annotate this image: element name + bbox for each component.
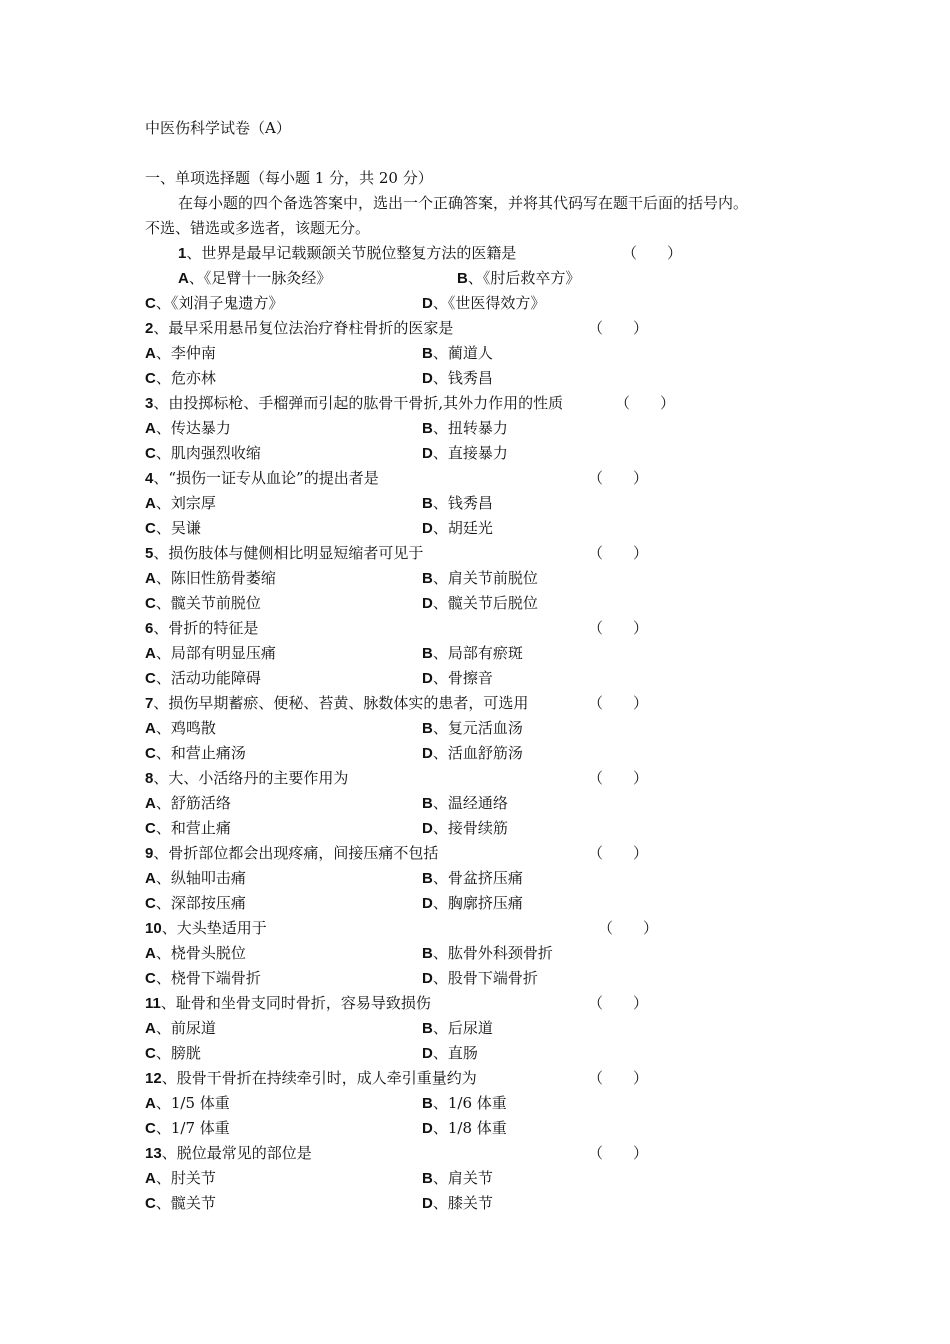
option-c: C、吴谦 bbox=[145, 519, 201, 537]
option-text: 后尿道 bbox=[447, 1019, 493, 1037]
option-text: 陈旧性筋骨萎缩 bbox=[170, 569, 276, 587]
option-c: C、髋关节 bbox=[145, 1194, 216, 1212]
option-text: 1/8 体重 bbox=[447, 1119, 507, 1137]
option-a: A、《足臂十一脉灸经》 bbox=[178, 269, 332, 287]
answer-bracket: （ ） bbox=[622, 244, 683, 262]
option-letter: A bbox=[145, 1095, 156, 1112]
option-letter: A bbox=[145, 645, 156, 662]
answer-bracket: （ ） bbox=[588, 469, 649, 487]
option-text: 纵轴叩击痛 bbox=[170, 869, 246, 887]
option-letter: D bbox=[422, 595, 433, 612]
option-text: 扭转暴力 bbox=[447, 419, 508, 437]
option-letter: C bbox=[145, 520, 156, 537]
option-text: 肩关节前脱位 bbox=[447, 569, 538, 587]
option-c: C、活动功能障碍 bbox=[145, 669, 261, 687]
option-text: 股骨下端骨折 bbox=[447, 969, 538, 987]
option-text: 复元活血汤 bbox=[447, 719, 523, 737]
option-letter: A bbox=[145, 1170, 156, 1187]
option-d: D、膝关节 bbox=[422, 1194, 493, 1212]
option-letter: D bbox=[422, 895, 433, 912]
option-letter: A bbox=[145, 1020, 156, 1037]
option-letter: A bbox=[145, 420, 156, 437]
option-text: 肱骨外科颈骨折 bbox=[447, 944, 553, 962]
option-letter: D bbox=[422, 1120, 433, 1137]
option-text: 1/6 体重 bbox=[447, 1094, 507, 1112]
option-letter: D bbox=[422, 970, 433, 987]
option-a: A、1/5 体重 bbox=[145, 1094, 230, 1112]
option-text: 1/7 体重 bbox=[170, 1119, 230, 1137]
answer-bracket: （ ） bbox=[588, 769, 649, 787]
option-letter: C bbox=[145, 445, 156, 462]
option-letter: B bbox=[422, 645, 433, 662]
option-d: D、胡廷光 bbox=[422, 519, 493, 537]
option-letter: A bbox=[145, 870, 156, 887]
option-text: 和营止痛汤 bbox=[170, 744, 246, 762]
option-text: 钱秀昌 bbox=[447, 369, 493, 387]
option-text: 吴谦 bbox=[170, 519, 201, 537]
option-d: D、直接暴力 bbox=[422, 444, 508, 462]
option-d: D、胸廓挤压痛 bbox=[422, 894, 523, 912]
question-number: 13 bbox=[145, 1145, 162, 1162]
question-number: 5 bbox=[145, 545, 154, 562]
option-text: 《世医得效方》 bbox=[447, 294, 546, 312]
option-letter: D bbox=[422, 370, 433, 387]
option-d: D、《世医得效方》 bbox=[422, 294, 546, 312]
section-heading: 一、单项选择题（每小题 1 分，共 20 分） bbox=[145, 169, 433, 187]
option-b: B、肩关节前脱位 bbox=[422, 569, 538, 587]
option-text: 舒筋活络 bbox=[170, 794, 231, 812]
question-number: 12 bbox=[145, 1070, 162, 1087]
option-c: C、和营止痛 bbox=[145, 819, 231, 837]
option-letter: B bbox=[422, 795, 433, 812]
option-text: 接骨续筋 bbox=[447, 819, 508, 837]
question-stem: 1、世界是最早记载颞颌关节脱位整复方法的医籍是 bbox=[178, 244, 517, 262]
option-b: B、1/6 体重 bbox=[422, 1094, 507, 1112]
question-stem: 8、大、小活络丹的主要作用为 bbox=[145, 769, 349, 787]
option-b: B、肩关节 bbox=[422, 1169, 493, 1187]
option-letter: C bbox=[145, 295, 156, 312]
option-letter: D bbox=[422, 1195, 433, 1212]
answer-bracket: （ ） bbox=[598, 919, 659, 937]
question-text: 损伤肢体与健侧相比明显短缩者可见于 bbox=[168, 544, 424, 562]
option-b: B、《肘后救卒方》 bbox=[457, 269, 581, 287]
question-number: 9 bbox=[145, 845, 154, 862]
option-text: 骨盆挤压痛 bbox=[447, 869, 523, 887]
option-a: A、李仲南 bbox=[145, 344, 216, 362]
option-d: D、接骨续筋 bbox=[422, 819, 508, 837]
option-a: A、桡骨头脱位 bbox=[145, 944, 246, 962]
question-stem: 9、骨折部位都会出现疼痛，间接压痛不包括 bbox=[145, 844, 439, 862]
option-d: D、1/8 体重 bbox=[422, 1119, 507, 1137]
answer-bracket: （ ） bbox=[588, 994, 649, 1012]
option-letter: C bbox=[145, 1045, 156, 1062]
question-number: 7 bbox=[145, 695, 154, 712]
option-letter: C bbox=[145, 1195, 156, 1212]
option-text: 胸廓挤压痛 bbox=[447, 894, 523, 912]
option-letter: B bbox=[422, 345, 433, 362]
option-letter: B bbox=[422, 420, 433, 437]
option-d: D、活血舒筋汤 bbox=[422, 744, 523, 762]
question-text: 最早采用悬吊复位法治疗脊柱骨折的医家是 bbox=[168, 319, 454, 337]
option-text: 直接暴力 bbox=[447, 444, 508, 462]
question-stem: 12、股骨干骨折在持续牵引时，成人牵引重量约为 bbox=[145, 1069, 477, 1087]
option-text: 钱秀昌 bbox=[447, 494, 493, 512]
option-text: 膝关节 bbox=[447, 1194, 493, 1212]
option-letter: B bbox=[422, 570, 433, 587]
option-text: 前尿道 bbox=[170, 1019, 216, 1037]
question-text: 骨折部位都会出现疼痛，间接压痛不包括 bbox=[168, 844, 439, 862]
option-c: C、危亦林 bbox=[145, 369, 216, 387]
option-b: B、后尿道 bbox=[422, 1019, 493, 1037]
option-text: 危亦林 bbox=[170, 369, 216, 387]
option-b: B、局部有瘀斑 bbox=[422, 644, 523, 662]
question-stem: 3、由投掷标枪、手榴弹而引起的肱骨干骨折,其外力作用的性质 bbox=[145, 394, 564, 412]
option-text: 《刘涓子鬼遗方》 bbox=[170, 294, 284, 312]
option-letter: D bbox=[422, 520, 433, 537]
option-letter: B bbox=[422, 720, 433, 737]
option-text: 《肘后救卒方》 bbox=[482, 269, 581, 287]
option-a: A、肘关节 bbox=[145, 1169, 216, 1187]
option-letter: D bbox=[422, 1045, 433, 1062]
question-number: 10 bbox=[145, 920, 162, 937]
option-d: D、钱秀昌 bbox=[422, 369, 493, 387]
question-number: 2 bbox=[145, 320, 154, 337]
option-b: B、扭转暴力 bbox=[422, 419, 508, 437]
answer-bracket: （ ） bbox=[588, 694, 649, 712]
option-c: C、桡骨下端骨折 bbox=[145, 969, 261, 987]
option-c: C、髋关节前脱位 bbox=[145, 594, 261, 612]
option-letter: C bbox=[145, 970, 156, 987]
option-letter: C bbox=[145, 670, 156, 687]
option-letter: D bbox=[422, 670, 433, 687]
option-b: B、温经通络 bbox=[422, 794, 508, 812]
option-a: A、局部有明显压痛 bbox=[145, 644, 276, 662]
option-a: A、刘宗厚 bbox=[145, 494, 216, 512]
option-text: 《足臂十一脉灸经》 bbox=[203, 269, 332, 287]
option-text: 髋关节 bbox=[170, 1194, 216, 1212]
option-b: B、蔺道人 bbox=[422, 344, 493, 362]
option-c: C、和营止痛汤 bbox=[145, 744, 246, 762]
option-letter: B bbox=[422, 1170, 433, 1187]
option-c: C、1/7 体重 bbox=[145, 1119, 230, 1137]
option-letter: C bbox=[145, 745, 156, 762]
question-number: 1 bbox=[178, 245, 187, 262]
question-stem: 11、耻骨和坐骨支同时骨折，容易导致损伤 bbox=[145, 994, 431, 1012]
option-text: 活动功能障碍 bbox=[170, 669, 261, 687]
question-stem: 4、“损伤一证专从血论”的提出者是 bbox=[145, 469, 379, 487]
option-letter: D bbox=[422, 295, 433, 312]
option-text: 和营止痛 bbox=[170, 819, 231, 837]
option-letter: A bbox=[145, 795, 156, 812]
option-text: 刘宗厚 bbox=[170, 494, 216, 512]
option-b: B、复元活血汤 bbox=[422, 719, 523, 737]
section-instruction-cont: 不选、错选或多选者，该题无分。 bbox=[145, 219, 371, 237]
option-text: 传达暴力 bbox=[170, 419, 231, 437]
option-text: 活血舒筋汤 bbox=[447, 744, 523, 762]
option-d: D、股骨下端骨折 bbox=[422, 969, 538, 987]
option-text: 骨擦音 bbox=[447, 669, 493, 687]
option-d: D、髋关节后脱位 bbox=[422, 594, 538, 612]
question-stem: 7、损伤早期蓄瘀、便秘、苔黄、脉数体实的患者，可选用 bbox=[145, 694, 529, 712]
option-letter: B bbox=[422, 1095, 433, 1112]
question-text: 耻骨和坐骨支同时骨折，容易导致损伤 bbox=[175, 994, 431, 1012]
option-text: 1/5 体重 bbox=[170, 1094, 230, 1112]
answer-bracket: （ ） bbox=[588, 1069, 649, 1087]
option-text: 肩关节 bbox=[447, 1169, 493, 1187]
question-stem: 10、大头垫适用于 bbox=[145, 919, 267, 937]
question-number: 11 bbox=[145, 995, 161, 1012]
answer-bracket: （ ） bbox=[588, 319, 649, 337]
option-a: A、传达暴力 bbox=[145, 419, 231, 437]
option-b: B、钱秀昌 bbox=[422, 494, 493, 512]
option-letter: C bbox=[145, 895, 156, 912]
option-letter: C bbox=[145, 370, 156, 387]
answer-bracket: （ ） bbox=[615, 394, 676, 412]
option-d: D、骨擦音 bbox=[422, 669, 493, 687]
option-a: A、舒筋活络 bbox=[145, 794, 231, 812]
option-letter: B bbox=[422, 495, 433, 512]
option-text: 膀胱 bbox=[170, 1044, 201, 1062]
option-letter: B bbox=[457, 270, 468, 287]
answer-bracket: （ ） bbox=[588, 1144, 649, 1162]
question-stem: 2、最早采用悬吊复位法治疗脊柱骨折的医家是 bbox=[145, 319, 454, 337]
question-text: 脱位最常见的部位是 bbox=[176, 1144, 312, 1162]
option-a: A、陈旧性筋骨萎缩 bbox=[145, 569, 276, 587]
question-stem: 6、骨折的特征是 bbox=[145, 619, 259, 637]
question-number: 4 bbox=[145, 470, 154, 487]
option-text: 肘关节 bbox=[170, 1169, 216, 1187]
question-number: 3 bbox=[145, 395, 154, 412]
question-number: 8 bbox=[145, 770, 154, 787]
option-text: 蔺道人 bbox=[447, 344, 493, 362]
option-text: 胡廷光 bbox=[447, 519, 493, 537]
option-c: C、肌肉强烈收缩 bbox=[145, 444, 261, 462]
question-text: “损伤一证专从血论”的提出者是 bbox=[168, 469, 379, 487]
option-b: B、骨盆挤压痛 bbox=[422, 869, 523, 887]
option-text: 局部有瘀斑 bbox=[447, 644, 523, 662]
option-letter: D bbox=[422, 745, 433, 762]
question-text: 损伤早期蓄瘀、便秘、苔黄、脉数体实的患者，可选用 bbox=[168, 694, 529, 712]
option-text: 桡骨头脱位 bbox=[170, 944, 246, 962]
option-d: D、直肠 bbox=[422, 1044, 478, 1062]
option-letter: B bbox=[422, 1020, 433, 1037]
option-text: 肌肉强烈收缩 bbox=[170, 444, 261, 462]
question-stem: 5、损伤肢体与健侧相比明显短缩者可见于 bbox=[145, 544, 424, 562]
question-text: 由投掷标枪、手榴弹而引起的肱骨干骨折,其外力作用的性质 bbox=[168, 394, 564, 412]
option-text: 温经通络 bbox=[447, 794, 508, 812]
option-letter: A bbox=[145, 945, 156, 962]
option-text: 深部按压痛 bbox=[170, 894, 246, 912]
option-b: B、肱骨外科颈骨折 bbox=[422, 944, 553, 962]
option-text: 鸡鸣散 bbox=[170, 719, 216, 737]
option-letter: A bbox=[178, 270, 189, 287]
answer-bracket: （ ） bbox=[588, 844, 649, 862]
option-text: 髋关节前脱位 bbox=[170, 594, 261, 612]
option-text: 髋关节后脱位 bbox=[447, 594, 538, 612]
option-text: 局部有明显压痛 bbox=[170, 644, 276, 662]
option-letter: C bbox=[145, 1120, 156, 1137]
option-letter: D bbox=[422, 820, 433, 837]
option-text: 直肠 bbox=[447, 1044, 478, 1062]
question-number: 6 bbox=[145, 620, 154, 637]
option-a: A、前尿道 bbox=[145, 1019, 216, 1037]
option-letter: A bbox=[145, 720, 156, 737]
option-a: A、鸡鸣散 bbox=[145, 719, 216, 737]
option-letter: B bbox=[422, 945, 433, 962]
option-text: 桡骨下端骨折 bbox=[170, 969, 261, 987]
page-title: 中医伤科学试卷（A） bbox=[145, 119, 291, 137]
question-text: 大头垫适用于 bbox=[176, 919, 267, 937]
option-letter: C bbox=[145, 595, 156, 612]
option-letter: A bbox=[145, 345, 156, 362]
section-instruction: 在每小题的四个备选答案中，选出一个正确答案，并将其代码写在题干后面的括号内。 bbox=[178, 194, 749, 212]
question-text: 骨折的特征是 bbox=[168, 619, 259, 637]
question-stem: 13、脱位最常见的部位是 bbox=[145, 1144, 312, 1162]
option-letter: A bbox=[145, 570, 156, 587]
option-a: A、纵轴叩击痛 bbox=[145, 869, 246, 887]
answer-bracket: （ ） bbox=[588, 619, 649, 637]
option-letter: B bbox=[422, 870, 433, 887]
question-text: 股骨干骨折在持续牵引时，成人牵引重量约为 bbox=[176, 1069, 477, 1087]
option-c: C、《刘涓子鬼遗方》 bbox=[145, 294, 284, 312]
option-c: C、深部按压痛 bbox=[145, 894, 246, 912]
question-text: 大、小活络丹的主要作用为 bbox=[168, 769, 349, 787]
option-c: C、膀胱 bbox=[145, 1044, 201, 1062]
option-letter: A bbox=[145, 495, 156, 512]
option-text: 李仲南 bbox=[170, 344, 216, 362]
option-letter: C bbox=[145, 820, 156, 837]
answer-bracket: （ ） bbox=[588, 544, 649, 562]
option-letter: D bbox=[422, 445, 433, 462]
question-text: 世界是最早记载颞颌关节脱位整复方法的医籍是 bbox=[201, 244, 517, 262]
